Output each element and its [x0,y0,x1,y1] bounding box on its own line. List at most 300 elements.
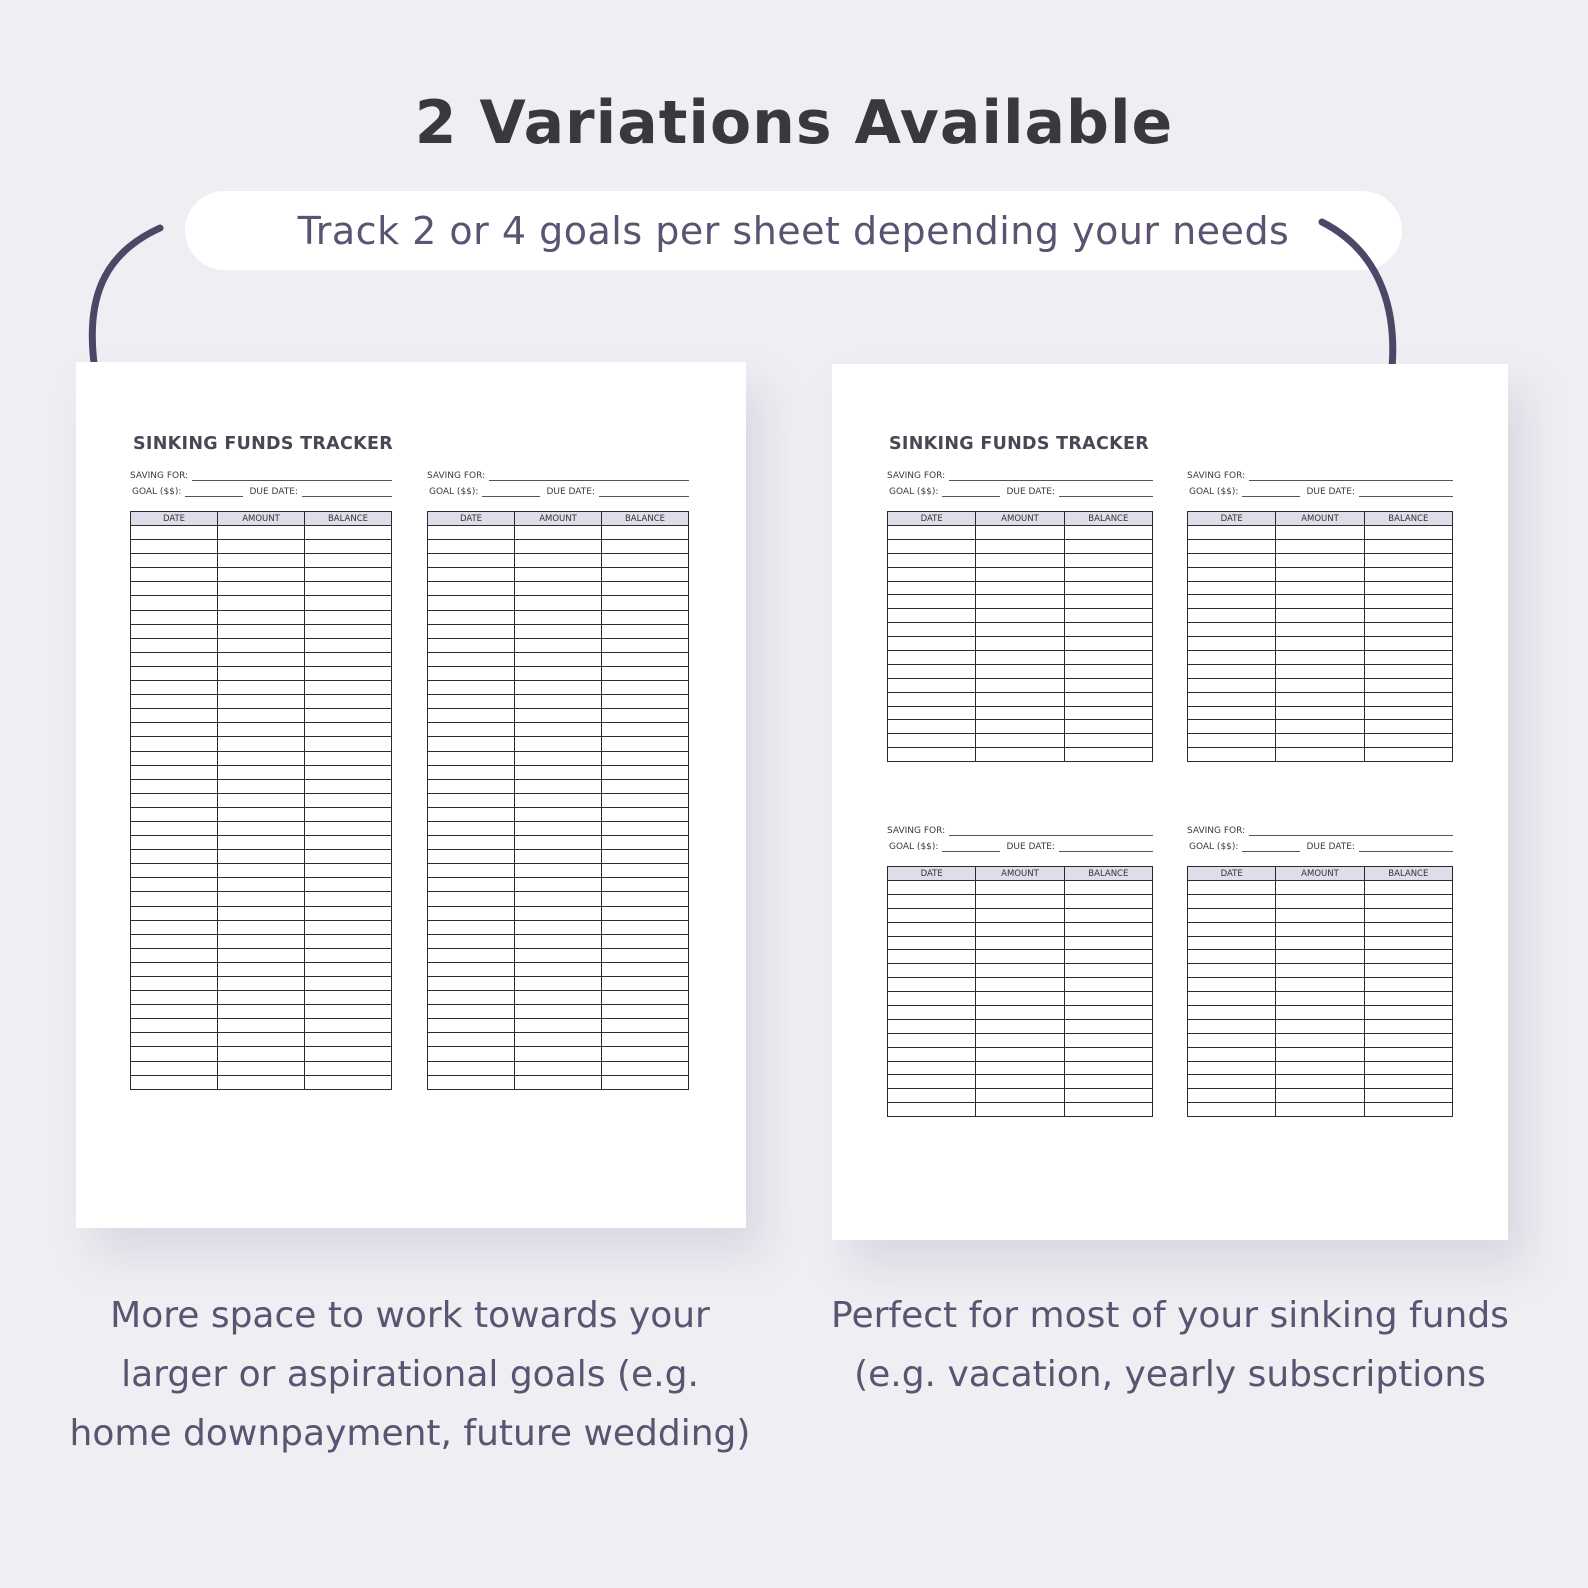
table-cell [218,906,305,920]
table-cell [515,666,602,680]
table-cell [1064,526,1152,540]
due-date-label: DUE DATE: [249,487,298,497]
table-cell [602,807,689,821]
table-cell [1188,1019,1276,1033]
table-cell [428,977,515,991]
table-cell [1064,1075,1152,1089]
table-row [131,709,392,723]
table-cell [602,892,689,906]
table-cell [305,1075,392,1089]
sheet-title: SINKING FUNDS TRACKER [889,434,1150,454]
table-row [428,991,689,1005]
table-cell [602,1005,689,1019]
table-row [131,1019,392,1033]
table-cell [1276,992,1364,1006]
table-row [428,540,689,554]
table-cell [218,807,305,821]
table-cell [218,1005,305,1019]
table-cell [1276,678,1364,692]
table-row [131,1033,392,1047]
table-cell [1364,1033,1452,1047]
table-cell [305,836,392,850]
goal-fields [887,820,1153,852]
table-row [1188,567,1453,581]
table-cell [515,1075,602,1089]
table-cell [218,948,305,962]
goal-line [942,486,1000,497]
table-cell [1276,1061,1364,1075]
table-row [1188,706,1453,720]
table-cell [1188,748,1276,762]
table-cell [428,821,515,835]
table-cell [305,977,392,991]
table-row [131,624,392,638]
goal-line [1242,486,1300,497]
table-cell [888,1006,976,1020]
table-cell [428,737,515,751]
table-cell [602,723,689,737]
table-cell [218,582,305,596]
table-row [428,610,689,624]
table-cell [515,638,602,652]
table-cell [1364,936,1452,950]
table-cell [305,540,392,554]
table-cell [602,920,689,934]
table-cell [428,807,515,821]
table-row [1188,609,1453,623]
table-row [131,526,392,540]
table-row [428,1047,689,1061]
table-cell [1364,720,1452,734]
table-cell [1364,581,1452,595]
table-row [1188,692,1453,706]
table-cell [515,540,602,554]
table-cell [305,765,392,779]
table-row [131,681,392,695]
table-cell [602,906,689,920]
table-cell [305,878,392,892]
table-cell [515,1047,602,1061]
table-cell [602,765,689,779]
table-cell [1364,1089,1452,1103]
column-header-date: DATE [1188,512,1276,526]
table-row [888,526,1153,540]
table-cell [1188,1006,1276,1020]
table-cell [218,977,305,991]
table-row [428,892,689,906]
table-row [131,836,392,850]
table-cell [131,962,218,976]
table-cell [131,568,218,582]
table-row [428,864,689,878]
table-cell [1064,881,1152,895]
table-cell [1276,1047,1364,1061]
table-row [428,596,689,610]
table-row [428,737,689,751]
table-cell [1064,706,1152,720]
table-row [1188,526,1453,540]
headline: 2 Variations Available [414,88,1174,158]
table-row [428,1005,689,1019]
table-cell [1064,1006,1152,1020]
table-cell [976,623,1064,637]
table-row [131,1047,392,1061]
table-cell [1276,567,1364,581]
column-header-date: DATE [131,512,218,526]
table-cell [218,765,305,779]
table-row [131,540,392,554]
table-row [428,554,689,568]
goal-block [887,820,1153,1117]
table-cell [976,526,1064,540]
table-row [131,807,392,821]
table-cell [888,567,976,581]
table-cell [602,709,689,723]
goal-fields [887,465,1153,497]
table-cell [602,793,689,807]
table-cell [305,624,392,638]
table-cell [218,1075,305,1089]
table-cell [1064,1089,1152,1103]
table-cell [1064,664,1152,678]
goal-block [130,465,392,1090]
table-cell [1364,706,1452,720]
table-cell [515,709,602,723]
table-row [888,964,1153,978]
table-cell [428,638,515,652]
tracker-table [887,511,1153,762]
table-cell [602,652,689,666]
table-cell [131,977,218,991]
table-row [1188,678,1453,692]
table-row [888,581,1153,595]
table-row [428,920,689,934]
table-row [1188,1019,1453,1033]
table-cell [888,651,976,665]
table-row [131,568,392,582]
table-cell [1188,1047,1276,1061]
table-row [888,1047,1153,1061]
table-cell [515,962,602,976]
table-cell [1188,609,1276,623]
table-cell [1364,539,1452,553]
table-cell [888,692,976,706]
table-row [131,948,392,962]
table-cell [602,737,689,751]
table-cell [976,539,1064,553]
table-cell [1064,992,1152,1006]
table-cell [1064,922,1152,936]
table-cell [976,651,1064,665]
table-row [428,751,689,765]
table-cell [131,765,218,779]
tracker-table [1187,866,1453,1117]
table-cell [888,1061,976,1075]
table-cell [1188,894,1276,908]
table-cell [1364,678,1452,692]
table-cell [515,779,602,793]
table-cell [515,582,602,596]
table-cell [428,793,515,807]
due-date-label: DUE DATE: [1006,842,1055,852]
table-cell [888,1089,976,1103]
table-cell [1364,748,1452,762]
goal-block [887,465,1153,762]
table-cell [1364,922,1452,936]
due-date-label: DUE DATE: [1306,487,1355,497]
table-row [888,692,1153,706]
table-cell [1188,637,1276,651]
table-cell [1064,609,1152,623]
table-row [428,906,689,920]
table-row [1188,881,1453,895]
table-cell [602,934,689,948]
due-date-line [1359,841,1453,852]
column-header-amount: AMOUNT [218,512,305,526]
table-cell [1188,553,1276,567]
table-cell [515,977,602,991]
table-cell [1276,651,1364,665]
table-row [888,609,1153,623]
table-cell [131,991,218,1005]
table-row [888,539,1153,553]
table-cell [305,582,392,596]
table-row [131,991,392,1005]
table-cell [305,1047,392,1061]
table-row [131,906,392,920]
table-cell [1188,678,1276,692]
column-header-amount: AMOUNT [976,512,1064,526]
table-cell [428,779,515,793]
table-cell [1188,936,1276,950]
table-cell [1276,637,1364,651]
table-cell [1064,678,1152,692]
table-cell [131,906,218,920]
table-cell [1188,1089,1276,1103]
table-cell [428,962,515,976]
table-cell [131,934,218,948]
table-cell [976,922,1064,936]
table-cell [515,878,602,892]
table-row [888,1103,1153,1117]
table-cell [515,948,602,962]
table-cell [131,948,218,962]
table-row [888,1006,1153,1020]
sheet-title: SINKING FUNDS TRACKER [133,434,394,454]
table-cell [131,695,218,709]
table-row [428,934,689,948]
saving-for-label: SAVING FOR: [1187,826,1246,836]
table-cell [218,695,305,709]
table-cell [428,1033,515,1047]
table-cell [602,1075,689,1089]
table-cell [602,864,689,878]
table-cell [428,906,515,920]
table-row [888,1019,1153,1033]
table-cell [428,878,515,892]
table-cell [428,681,515,695]
table-cell [515,850,602,864]
table-row [428,878,689,892]
table-cell [218,793,305,807]
table-cell [131,850,218,864]
table-cell [1064,748,1152,762]
table-cell [888,1103,976,1117]
table-cell [515,1033,602,1047]
table-cell [1188,651,1276,665]
table-row [131,793,392,807]
column-header-amount: AMOUNT [1276,867,1364,881]
table-cell [131,836,218,850]
table-cell [1064,1103,1152,1117]
table-cell [428,934,515,948]
table-cell [305,1005,392,1019]
table-cell [1364,651,1452,665]
table-row [1188,964,1453,978]
saving-for-label: SAVING FOR: [1187,471,1246,481]
table-cell [602,666,689,680]
table-cell [602,568,689,582]
saving-for-label: SAVING FOR: [887,826,946,836]
table-cell [1188,922,1276,936]
table-row [1188,1089,1453,1103]
caption-line: larger or aspirational goals (e.g. [121,1354,699,1395]
table-cell [131,1033,218,1047]
table-cell [218,624,305,638]
table-cell [1276,623,1364,637]
table-cell [1188,581,1276,595]
table-cell [602,991,689,1005]
table-row [1188,1061,1453,1075]
column-header-date: DATE [888,867,976,881]
table-cell [515,864,602,878]
table-cell [888,553,976,567]
column-header-balance: BALANCE [1064,512,1152,526]
table-cell [428,624,515,638]
table-cell [1188,964,1276,978]
table-row [131,977,392,991]
table-cell [602,948,689,962]
table-cell [888,526,976,540]
table-cell [1276,748,1364,762]
table-row [131,582,392,596]
table-cell [976,692,1064,706]
table-cell [515,765,602,779]
table-cell [131,793,218,807]
table-row [888,950,1153,964]
table-row [131,779,392,793]
table-cell [1064,623,1152,637]
table-cell [888,1047,976,1061]
table-cell [218,737,305,751]
table-cell [305,554,392,568]
table-cell [515,807,602,821]
table-cell [428,582,515,596]
table-cell [1064,978,1152,992]
table-row [131,920,392,934]
due-date-label: DUE DATE: [1006,487,1055,497]
table-cell [1188,950,1276,964]
table-cell [976,978,1064,992]
table-cell [131,709,218,723]
table-cell [976,964,1064,978]
table-cell [1364,595,1452,609]
table-cell [888,936,976,950]
table-cell [976,894,1064,908]
table-cell [131,681,218,695]
table-cell [131,1019,218,1033]
table-cell [218,962,305,976]
table-cell [976,581,1064,595]
table-cell [1364,553,1452,567]
table-cell [131,723,218,737]
table-cell [428,723,515,737]
table-cell [1188,539,1276,553]
table-cell [131,652,218,666]
table-cell [602,610,689,624]
table-cell [1064,908,1152,922]
table-cell [1276,1019,1364,1033]
column-header-balance: BALANCE [1364,512,1452,526]
table-cell [515,821,602,835]
table-row [428,582,689,596]
table-cell [1364,526,1452,540]
tracker-table [130,511,392,1090]
table-cell [976,1033,1064,1047]
table-cell [602,582,689,596]
table-cell [602,977,689,991]
table-cell [888,623,976,637]
table-cell [131,878,218,892]
table-cell [305,779,392,793]
table-cell [602,821,689,835]
table-cell [1188,664,1276,678]
table-cell [1276,936,1364,950]
column-header-balance: BALANCE [1364,867,1452,881]
table-row [131,1005,392,1019]
table-row [428,624,689,638]
table-cell [1064,950,1152,964]
table-row [888,720,1153,734]
due-date-line [302,486,392,497]
table-cell [888,922,976,936]
table-cell [976,678,1064,692]
table-row [888,908,1153,922]
table-cell [515,681,602,695]
table-cell [888,992,976,1006]
table-row [1188,581,1453,595]
table-cell [218,568,305,582]
table-cell [515,624,602,638]
table-cell [976,706,1064,720]
table-cell [888,950,976,964]
table-row [888,637,1153,651]
column-header-balance: BALANCE [305,512,392,526]
table-cell [218,526,305,540]
table-cell [1276,894,1364,908]
table-row [428,1075,689,1089]
table-cell [131,540,218,554]
table-cell [305,948,392,962]
table-cell [131,624,218,638]
table-cell [305,1033,392,1047]
table-row [131,666,392,680]
table-row [131,751,392,765]
table-cell [131,920,218,934]
table-cell [976,1075,1064,1089]
table-cell [1364,908,1452,922]
table-row [428,695,689,709]
